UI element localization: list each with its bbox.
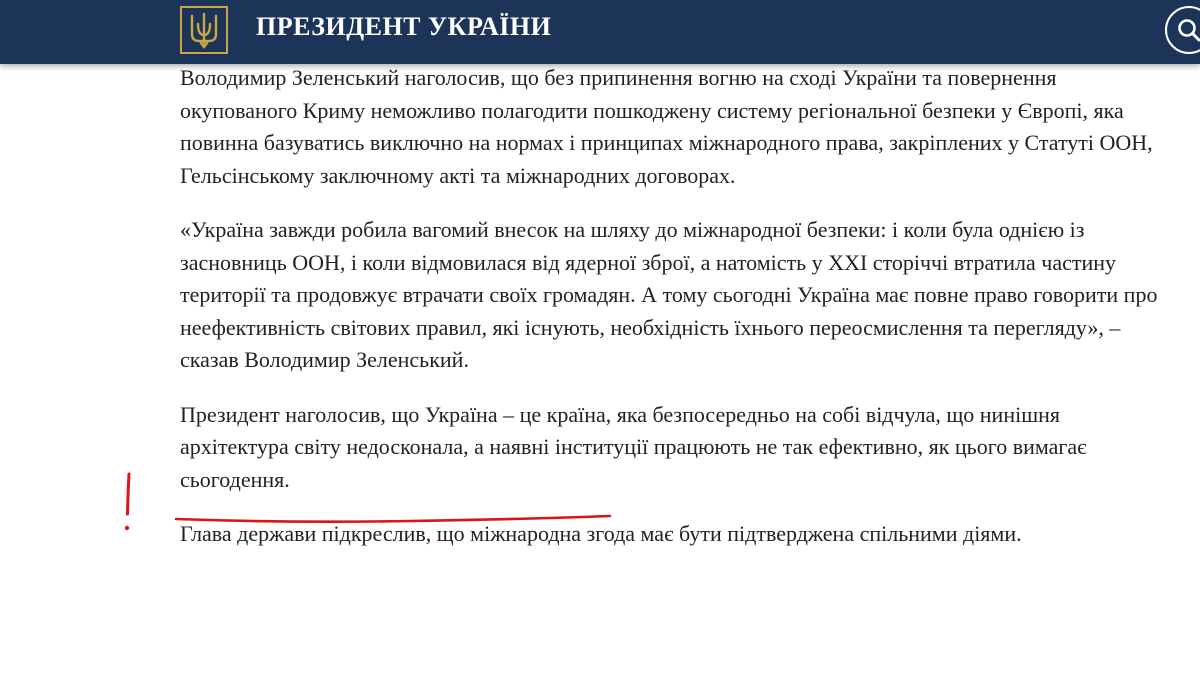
article-body bbox=[180, 62, 1160, 573]
search-icon bbox=[1176, 17, 1200, 43]
red-underline-mark bbox=[170, 505, 620, 535]
article-paragraph: «Україна завжди робила вагомий внесок на шляху до міжнародної безпеки: і коли була однією із засновниць ООН, і коли відмовилася від ядерної зброї, а натомість у ХХІ сторіччі втратила частину території та продовжує втрачати своїх громадян. А тому сьогодні Україна має повне право говорити про неефективність світових правил, які існують, необхідність їхнього переосмислення та перегляду», – сказав Володимир Зеленський. bbox=[180, 217, 1158, 372]
article-paragraph: Глава держави підкреслив, що міжнародна згода має бути підтверджена спільними діями. bbox=[180, 521, 1022, 546]
search-button[interactable] bbox=[1165, 6, 1200, 54]
red-exclamation-mark bbox=[116, 470, 140, 534]
article-paragraph: Президент наголосив, що Україна – це країна, яка безпосередньо на собі відчула, що нинішня архітектура світу недосконала, а наявні інституції працюють не так ефективно, як цього вимагає сьогодення. bbox=[180, 401, 1087, 492]
trident-coat-of-arms-icon[interactable] bbox=[180, 6, 228, 54]
site-title[interactable]: ПРЕЗИДЕНТ УКРАЇНИ bbox=[256, 12, 552, 41]
site-header bbox=[0, 0, 1200, 64]
article-paragraph: Володимир Зеленський наголосив, що без припинення вогню на сході України та повернення окупованого Криму неможливо полагодити пошкоджену систему регіональної безпеки у Європі, яка повинна базуватись виключно на нормах і принципах міжнародного права, закріплених у Статуті ООН, Гельсінському заключному акті та міжнародних договорах. bbox=[180, 65, 1153, 188]
